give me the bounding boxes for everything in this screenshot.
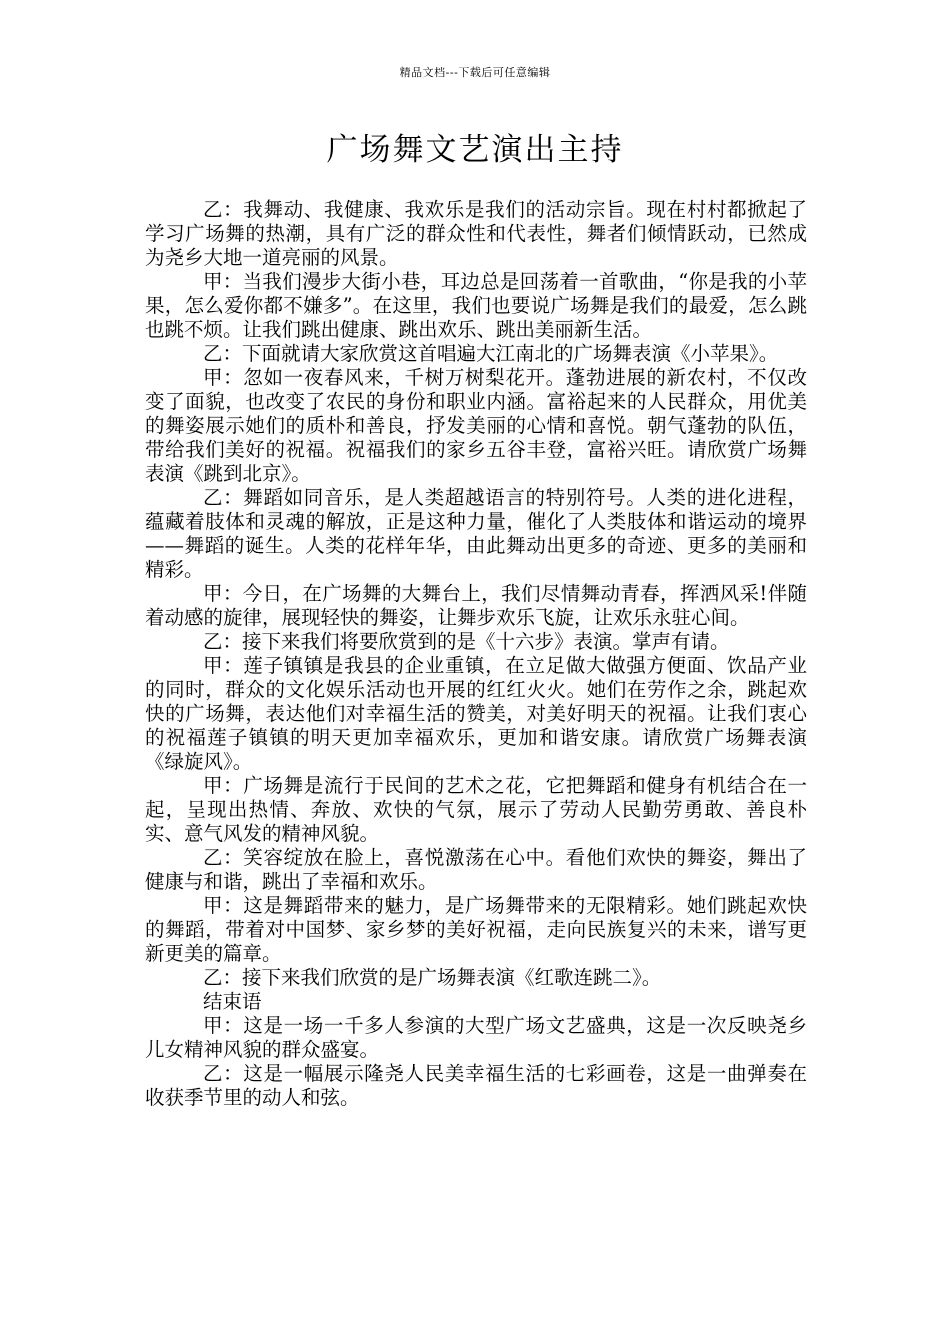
paragraph: 甲：莲子镇镇是我县的企业重镇，在立足做大做强方便面、饮品产业的同时，群众的文化娱乐活动也开展的红红火火。她们在劳作之余，跳起欢快的广场舞，表达他们对幸福生活的赞美，对美好明天的祝福。让我们衷心的祝福莲子镇镇的明天更加幸福欢乐，更加和谐安康。请欣赏广场舞表演《绿旋风》。 <box>145 654 807 773</box>
document-body <box>145 198 807 1110</box>
paragraph: 甲：忽如一夜春风来，千树万树梨花开。蓬勃进展的新农村，不仅改变了面貌，也改变了农民的身份和职业内涵。富裕起来的人民群众，用优美的舞姿展示她们的质朴和善良，抒发美丽的心情和喜悦。朝气蓬勃的队伍，带给我们美好的祝福。祝福我们的家乡五谷丰登，富裕兴旺。请欣赏广场舞表演《跳到北京》。 <box>145 366 807 485</box>
paragraph: 甲：广场舞是流行于民间的艺术之花，它把舞蹈和健身有机结合在一起，呈现出热情、奔放、欢快的气氛，展示了劳动人民勤劳勇敢、善良朴实、意气风发的精神风貌。 <box>145 774 807 845</box>
paragraph: 乙：笑容绽放在脸上，喜悦激荡在心中。看他们欢快的舞姿，舞出了健康与和谐，跳出了幸福和欢乐。 <box>145 846 807 893</box>
paragraph: 甲：这是舞蹈带来的魅力，是广场舞带来的无限精彩。她们跳起欢快的舞蹈，带着对中国梦、家乡梦的美好祝福，走向民族复兴的未来，谱写更新更美的篇章。 <box>145 894 807 965</box>
paragraph: 乙：接下来我们将要欣赏到的是《十六步》表演。掌声有请。 <box>203 630 730 653</box>
paragraph: 乙：接下来我们欣赏的是广场舞表演《红歌连跳二》。 <box>203 966 662 989</box>
paragraph: 甲：当我们漫步大街小巷，耳边总是回荡着一首歌曲，“你是我的小苹果，怎么爱你都不嫌多”。在这里，我们也要说广场舞是我们的最爱，怎么跳也跳不烦。让我们跳出健康、跳出欢乐、跳出美丽新生活。 <box>145 270 807 341</box>
paragraph: 乙：舞蹈如同音乐，是人类超越语言的特别符号。人类的进化进程，蕴藏着肢体和灵魂的解放，正是这种力量，催化了人类肢体和谐运动的境界——舞蹈的诞生。人类的花样年华，由此舞动出更多的奇迹、更多的美丽和精彩。 <box>145 486 807 581</box>
paragraph: 甲：今日，在广场舞的大舞台上，我们尽情舞动青春，挥洒风采!伴随着动感的旋律，展现轻快的舞姿，让舞步欢乐飞旋，让欢乐永驻心间。 <box>145 582 807 629</box>
paragraph: 乙：下面就请大家欣赏这首唱遍大江南北的广场舞表演《小苹果》。 <box>203 342 779 365</box>
paragraph: 乙：我舞动、我健康、我欢乐是我们的活动宗旨。现在村村都掀起了学习广场舞的热潮，具有广泛的群众性和代表性，舞者们倾情跃动，已然成为尧乡大地一道亮丽的风景。 <box>145 198 807 269</box>
paragraph: 乙：这是一幅展示隆尧人民美幸福生活的七彩画卷，这是一曲弹奏在收获季节里的动人和弦。 <box>145 1062 807 1109</box>
section-heading-closing: 结束语 <box>203 990 262 1013</box>
paragraph: 甲：这是一场一千多人参演的大型广场文艺盛典，这是一次反映尧乡儿女精神风貌的群众盛宴。 <box>145 1014 807 1061</box>
document-title: 广场舞文艺演出主持 <box>326 132 624 168</box>
page-header: 精品文档---下载后可任意编辑 <box>399 66 551 79</box>
